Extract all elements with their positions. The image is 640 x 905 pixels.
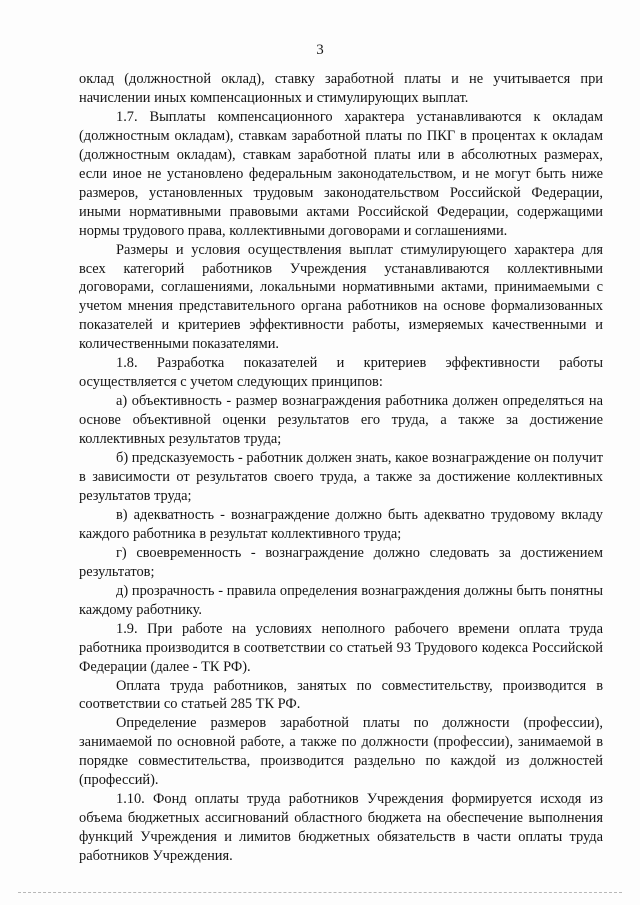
paragraph-1-8: 1.8. Разработка показателей и критериев эффективности работы осуществляется с учетом следующих принципов: [79,355,603,391]
scan-edge-line [18,892,622,893]
principle-timeliness: г) своевременность - вознаграждение должно следовать за достижением результатов; [79,544,603,580]
paragraph-1-7: 1.7. Выплаты компенсационного характера устанавливаются к окладам (должностным окладам), ставкам заработной платы по ПКГ в процентах к окладам (должностным окладам), ставкам заработной платы или в абсолютных размерах, если иное не установлено федеральным законодательством, и не могут быть ниже размеров, установленных трудовым законодательством Российской Федерации, иными нормативными правовыми актами Российской Федерации, содержащими нормы трудового права, коллективными договорами и соглашениями. [79,108,603,239]
paragraph-continuation: оклад (должностной оклад), ставку заработной платы и не учитывается при начислении иных компенсационных и стимулирующих выплат. [79,71,603,106]
page-number: 3 [316,42,324,58]
paragraph-salary-determination: Определение размеров заработной платы по должности (профессии), занимаемой по основной работе, а также по должности (профессии), занимаемой в порядке совместительства, производится раздельно по каждой из должностей (профессий). [79,715,603,789]
document-body [79,70,603,866]
principle-adequacy: в) адекватность - вознаграждение должно быть адекватно трудовому вкладу каждого работника в результат коллективного труда; [79,506,603,542]
paragraph-part-time: Оплата труда работников, занятых по совместительству, производится в соответствии со статьей 285 ТК РФ. [79,677,603,713]
paragraph-stimulating-payments: Размеры и условия осуществления выплат стимулирующего характера для всех категорий работников Учреждения устанавливаются коллективными договорами, соглашениями, локальными нормативными актами, принимаемыми с учетом мнения представительного органа работников на основе формализованных показателей и критериев эффективности работы, измеряемых качественными и количественными показателями. [79,241,603,353]
principle-predictability: б) предсказуемость - работник должен знать, какое вознаграждение он получит в зависимости от результатов своего труда, а также за достижение коллективных результатов труда; [79,450,603,504]
paragraph-1-10: 1.10. Фонд оплаты труда работников Учреждения формируется исходя из объема бюджетных ассигнований областного бюджета на обеспечение выполнения функций Учреждения и лимитов бюджетных обязательств в части оплаты труда работников Учреждения. [79,791,603,865]
paragraph-1-9: 1.9. При работе на условиях неполного рабочего времени оплата труда работника производится в соответствии со статьей 93 Трудового кодекса Российской Федерации (далее - ТК РФ). [79,620,603,675]
principle-transparency: д) прозрачность - правила определения вознаграждения должны быть понятны каждому работнику. [79,582,603,618]
principle-objectivity: а) объективность - размер вознаграждения работника должен определяться на основе объективной оценки результатов его труда, а также за достижение коллективных результатов труда; [79,393,603,448]
